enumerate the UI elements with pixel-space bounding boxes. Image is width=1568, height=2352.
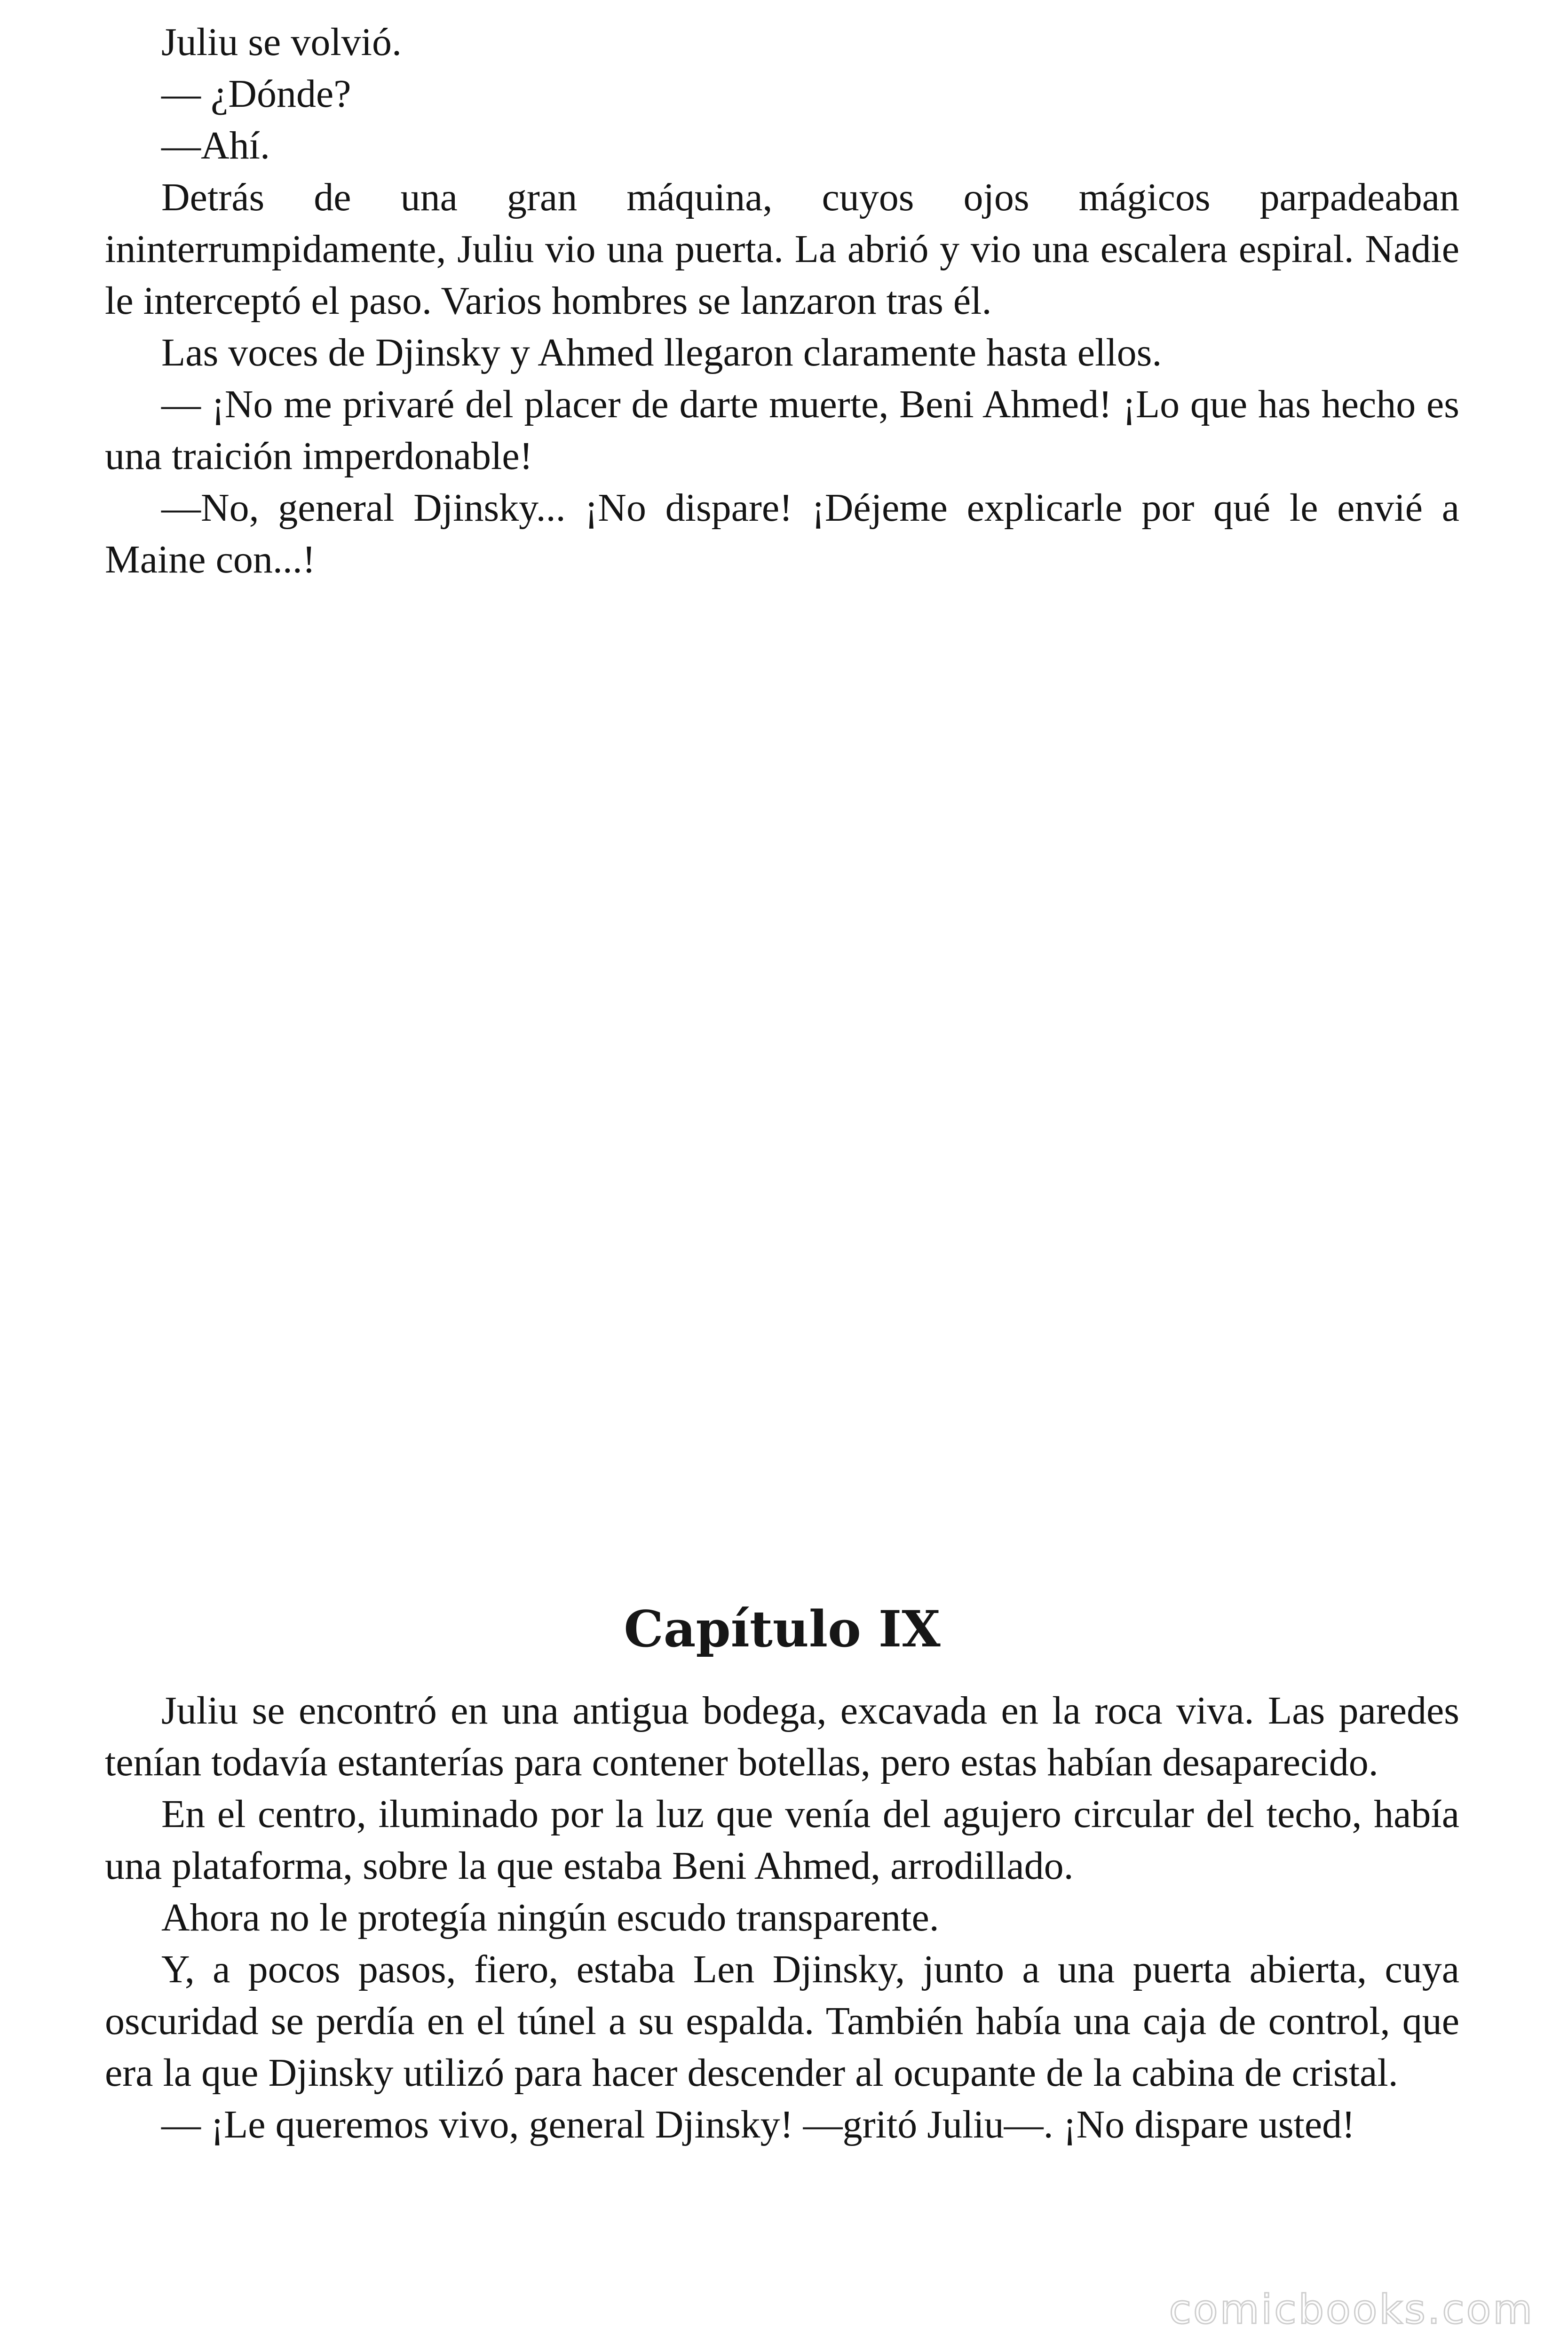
paragraph: — ¡Le queremos vivo, general Djinsky! —gritó Juliu—. ¡No dispare usted! — [161, 2103, 1355, 2146]
text-section-top — [105, 16, 1459, 586]
paragraph: — ¿Dónde? — [161, 72, 351, 116]
paragraph: Ahora no le protegía ningún escudo transparente. — [161, 1896, 939, 1939]
paragraph: Juliu se encontró en una antigua bodega, excavada en la roca viva. Las paredes tenían todavía estanterías para contener botellas, pero estas habían desaparecido. — [105, 1689, 1459, 1784]
paragraph: —No, general Djinsky... ¡No dispare! ¡Déjeme explicarle por qué le envié a Maine con...! — [105, 486, 1459, 581]
watermark: comicbooks.com — [1169, 2286, 1534, 2333]
paragraph: — ¡No me privaré del placer de darte muerte, Beni Ahmed! ¡Lo que has hecho es una traición imperdonable! — [105, 382, 1459, 478]
chapter-title: Capítulo IX — [624, 1599, 941, 1658]
paragraph: —Ahí. — [161, 124, 270, 167]
paragraph: En el centro, iluminado por la luz que venía del agujero circular del techo, había una plataforma, sobre la que estaba Beni Ahmed, arrodillado. — [105, 1792, 1459, 1888]
paragraph: Y, a pocos pasos, fiero, estaba Len Djinsky, junto a una puerta abierta, cuya oscuridad se perdía en el túnel a su espalda. También había una caja de control, que era la que Djinsky utilizó para hacer descender al ocupante de la cabina de cristal. — [105, 1947, 1459, 2095]
chapter-body — [105, 1685, 1459, 2151]
paragraph: Detrás de una gran máquina, cuyos ojos mágicos parpadeaban ininterrumpidamente, Juliu vio una puerta. La abrió y vio una escalera espiral. Nadie le interceptó el paso. Varios hombres se lanzaron tras él. — [105, 175, 1459, 323]
paragraph: Las voces de Djinsky y Ahmed llegaron claramente hasta ellos. — [161, 331, 1162, 374]
paragraph: Juliu se volvió. — [161, 20, 402, 64]
